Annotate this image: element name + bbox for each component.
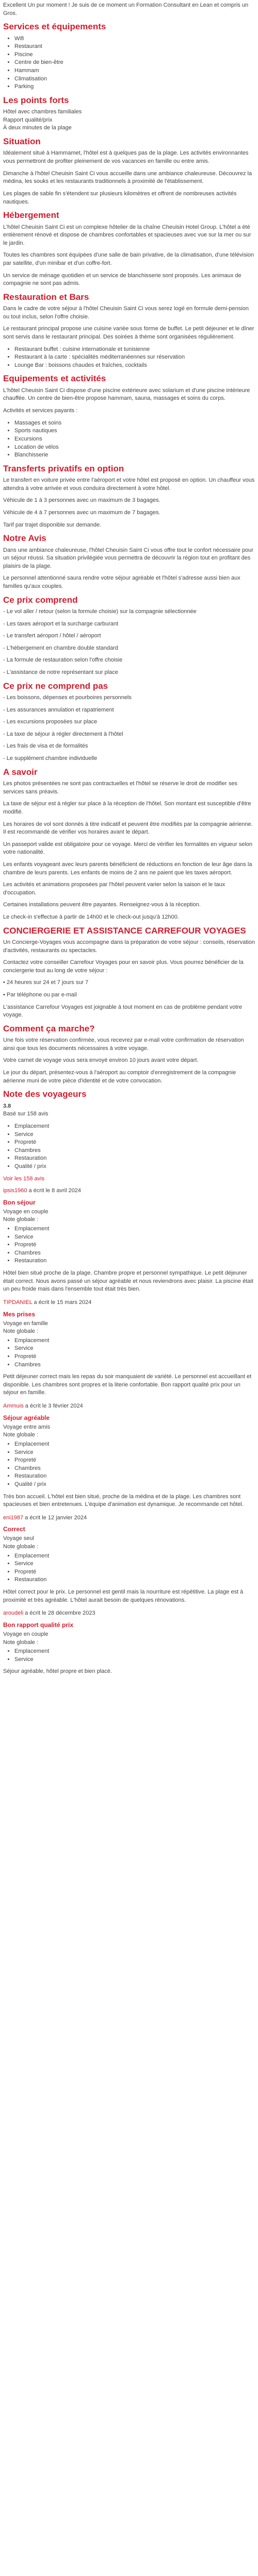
- parts-heading: Les points forts: [3, 95, 69, 105]
- reviews-criteria-item: • Propreté: [14, 1139, 255, 1147]
- review-score-label: Note globale :: [3, 1639, 38, 1646]
- a-savoir-paragraph: Un passeport valide est obligatoire pour ce voyage. Merci de vérifier les formalités en vigueur selon votre nationalité.: [3, 841, 253, 856]
- hebergement-paragraph: Toutes les chambres sont équipées d'une salle de bain privative, de la climatisation, d'une télévision par satellite, d'un minibar et d'un coffre-fort.: [3, 252, 254, 266]
- services-item: • Wifi: [14, 35, 255, 43]
- review-score-label: Note globale :: [3, 1216, 38, 1223]
- review-item: [3, 1299, 255, 1397]
- reviews-criteria-item: • Chambres: [14, 1147, 255, 1155]
- restauration-paragraph: Le restaurant principal propose une cuisine variée sous forme de buffet. Le petit déjeuner et le dîner sont servis dans le restaurant principal. Des soirées à thème sont organisées régulièrement.: [3, 326, 254, 341]
- ce-prix-comprend-item: - L'hébergement en chambre double standard: [3, 645, 118, 651]
- restauration-item: • Lounge Bar : boissons chaudes et fraîches, cocktails: [14, 362, 255, 370]
- review-criteria-item: • Emplacement: [14, 1225, 255, 1233]
- transfert-paragraph: Le transfert en voiture privée entre l'aéroport et votre hôtel est proposé en option. Un chauffeur vous attendra à votre arrivée et vous conduira directement à votre hôtel.: [3, 477, 255, 492]
- ce-prix-comprend-item: - Les taxes aéroport et la surcharge carburant: [3, 620, 119, 627]
- ce-prix-comprend-item: - L'assistance de notre représentant sur place: [3, 669, 118, 676]
- comment-section: [3, 1024, 255, 1085]
- equipements-item: • Blanchisserie: [14, 451, 255, 460]
- notre-avis-section: [3, 533, 255, 590]
- review-item: [3, 1514, 255, 1605]
- transfert-paragraph: Tarif par trajet disponible sur demande.: [3, 521, 102, 528]
- review-user[interactable]: Ammuis: [3, 1403, 24, 1410]
- comment-paragraph: Le jour du départ, présentez-vous à l'aéroport au comptoir d'enregistrement de la compagnie aérienne muni de votre pièce d'identité et de votre convocation.: [3, 1070, 236, 1084]
- review-criteria-item: • Emplacement: [14, 1552, 255, 1561]
- review-item: [3, 1187, 255, 1294]
- review-meta: Voyage entre amis: [3, 1423, 51, 1430]
- a-savoir-paragraph: Les enfants voyageant avec leurs parents bénéficient de réductions en fonction de leur âge dans la chambre de leurs parents. Les enfants de moins de 2 ans ne paient que les taxes aéroport.: [3, 861, 252, 876]
- equipements-list-intro: Activités et services payants :: [3, 408, 78, 414]
- review-title: Mes prises: [3, 1310, 36, 1318]
- services-item: • Hammam: [14, 67, 255, 75]
- review-criteria-list: [3, 1552, 255, 1584]
- ne-comprend-pas-item: - Les frais de visa et de formalités: [3, 743, 88, 750]
- notre-avis-heading: Notre Avis: [3, 533, 46, 544]
- review-score-label: Note globale :: [3, 1432, 38, 1438]
- a-savoir-heading: A savoir: [3, 767, 38, 777]
- comment-paragraph: Une fois votre réservation confirmée, vous recevrez par e-mail votre confirmation de réservation ainsi que tous les documents nécessaires à votre voyage.: [3, 1037, 244, 1052]
- situation-paragraph: Les plages de sable fin s'étendent sur plusieurs kilomètres et offrent de nombreuses activités nautiques.: [3, 190, 237, 205]
- reviews-criteria-item: • Restauration: [14, 1155, 255, 1163]
- transfert-section: [3, 464, 255, 529]
- review-user[interactable]: aroudeli: [3, 1610, 24, 1617]
- a-savoir-paragraph: Certaines installations peuvent être payantes. Renseignez-vous à la réception.: [3, 902, 201, 908]
- transfert-heading: Transferts privatifs en option: [3, 463, 124, 473]
- review-text: Petit déjeuner correct mais les repas du soir manquaient de variété. Le personnel est accueillant et disponible. Les chambres sont propres et la literie confortable. Bon rapport qualité prix pour un séjour en famille.: [3, 1374, 252, 1396]
- review-criteria-item: • Emplacement: [14, 1648, 255, 1656]
- situation-section: [3, 137, 255, 206]
- equipements-item: • Location de vélos: [14, 444, 255, 452]
- ne-comprend-pas-item: - Les boissons, dépenses et pourboires personnels: [3, 694, 132, 701]
- hebergement-paragraph: Un service de ménage quotidien et un service de blanchisserie sont proposés. Les animaux de compagnie ne sont pas admis.: [3, 272, 241, 287]
- restauration-item: • Restaurant buffet : cuisine internationale et tunisienne: [14, 346, 255, 354]
- services-item: • Piscine: [14, 51, 255, 59]
- services-list: [3, 35, 255, 91]
- review-score-label: Note globale :: [3, 1544, 38, 1550]
- review-text: Hôtel correct pour le prix. Le personnel est gentil mais la nourriture est répétitive. La plage est à proximité et très agréable. L'hôtel aurait besoin de quelques rénovations.: [3, 1589, 244, 1603]
- a-savoir-paragraph: Les horaires de vol sont donnés à titre indicatif et peuvent être modifiés par la compagnie aérienne. Il est recommandé de vérifier vos horaires avant le départ.: [3, 821, 253, 836]
- review-date: a écrit le 12 janvier 2024: [25, 1514, 87, 1521]
- ne-comprend-pas-item: - La taxe de séjour à régler directement à l'hôtel: [3, 731, 123, 737]
- review-date: a écrit le 28 décembre 2023: [25, 1610, 95, 1617]
- conciergerie-paragraph: L'assistance Carrefour Voyages est joignable à tout moment en cas de problème pendant votre voyage.: [3, 1004, 243, 1019]
- equipements-section: [3, 374, 255, 459]
- restauration-list: [3, 346, 255, 370]
- review-date: a écrit le 3 février 2024: [25, 1403, 83, 1410]
- notre-avis-paragraph: Le personnel attentionné saura rendre votre séjour agréable et l'hôtel s'adresse aussi bien aux familles qu'aux couples.: [3, 575, 240, 589]
- review-criteria-item: • Propreté: [14, 1241, 255, 1249]
- a-savoir-paragraph: Les photos présentées ne sont pas contractuelles et l'hôtel se réserve le droit de modifier ses services sans préavis.: [3, 781, 237, 795]
- ce-prix-comprend-item: - Le transfert aéroport / hôtel / aéroport: [3, 633, 101, 639]
- reviews-criteria-list: [3, 1123, 255, 1171]
- reviews-score-value: 3.8: [3, 1103, 11, 1109]
- review-meta: Voyage seul: [3, 1535, 34, 1542]
- services-item: • Parking: [14, 83, 255, 91]
- review-criteria-item: • Service: [14, 1233, 255, 1242]
- review-user[interactable]: ipsis1960: [3, 1188, 27, 1194]
- reviews-score: [3, 1103, 255, 1111]
- situation-heading: Situation: [3, 137, 41, 147]
- review-criteria-item: • Service: [14, 1560, 255, 1568]
- review-title: Correct: [3, 1526, 25, 1533]
- services-section: [3, 22, 255, 91]
- review-criteria-item: • Service: [14, 1345, 255, 1353]
- review-item: [3, 1402, 255, 1509]
- equipements-paragraph: L'hôtel Cheuisin Saint Ci dispose d'une piscine extérieure avec solarium et d'une piscine intérieure chauffée. Un centre de bien-être propose hammam, sauna, massages et soins du corps.: [3, 387, 250, 402]
- notre-avis-paragraph: Dans une ambiance chaleureuse, l'hôtel Cheuisin Saint Ci vous offre tout le confort nécessaire pour un séjour réussi. Sa situation privilégiée vous permettra de découvrir la région tout en profitant des plaisirs de la plage.: [3, 547, 253, 569]
- equipements-heading: Equipements et activités: [3, 374, 106, 384]
- review-criteria-item: • Chambres: [14, 1361, 255, 1369]
- ce-prix-comprend-section: [3, 595, 255, 677]
- restauration-heading: Restauration et Bars: [3, 292, 89, 302]
- conciergerie-paragraph: • 24 heures sur 24 et 7 jours sur 7: [3, 979, 89, 986]
- conciergerie-paragraph: Contactez votre conseiller Carrefour Voyages pour en savoir plus. Vous pourrez bénéficier de la conciergerie tout au long de votre séjour :: [3, 959, 244, 974]
- restauration-section: [3, 292, 255, 370]
- review-criteria-item: • Emplacement: [14, 1440, 255, 1449]
- hebergement-section: [3, 210, 255, 288]
- review-criteria-item: • Restauration: [14, 1576, 255, 1584]
- intro-text: Excellent Un pur moment ! Je suis de ce moment un Formation Consultant en Lean et compris un Gros.: [3, 2, 249, 16]
- services-heading: Services et équipements: [3, 22, 106, 32]
- reviews-criteria-item: • Service: [14, 1131, 255, 1139]
- services-item: • Centre de bien-être: [14, 59, 255, 67]
- services-item: • Climatisation: [14, 75, 255, 83]
- parts-section: [3, 95, 255, 132]
- equipements-item: • Massages et soins: [14, 419, 255, 428]
- review-text: Hôtel bien situé proche de la plage. Chambre propre et personnel sympathique. Le petit déjeuner était correct. Nous avons passé un séjour agréable et nous reviendrons avec plaisir. La piscine était un peu froide mais dans l'ensemble tout était très bien.: [3, 1270, 253, 1293]
- review-title: Bon rapport qualité prix: [3, 1621, 74, 1629]
- review-criteria-list: [3, 1648, 255, 1664]
- review-criteria-item: • Restauration: [14, 1472, 255, 1481]
- review-criteria-list: [3, 1440, 255, 1489]
- parts-text: Hôtel avec chambres familiales Rapport qualité/prix À deux minutes de la plage: [3, 109, 82, 131]
- review-criteria-item: • Chambres: [14, 1249, 255, 1258]
- ce-prix-comprend-heading: Ce prix comprend: [3, 595, 78, 605]
- ne-comprend-pas-heading: Ce prix ne comprend pas: [3, 681, 108, 691]
- comment-paragraph: Votre carnet de voyage vous sera envoyé environ 10 jours avant votre départ.: [3, 1057, 199, 1064]
- review-criteria-item: • Restauration: [14, 1257, 255, 1265]
- equipements-item: • Sports nautiques: [14, 427, 255, 435]
- situation-paragraph: Dimanche à l'hôtel Cheuisin Saint Ci vous accueille dans une ambiance chaleureuse. Découvrez la médina, les souks et les restaurants traditionnels à proximité de l'établissement.: [3, 170, 252, 185]
- review-criteria-item: • Qualité / prix: [14, 1481, 255, 1489]
- a-savoir-paragraph: Les activités et animations proposées par l'hôtel peuvent varier selon la saison et le taux d'occupation.: [3, 882, 225, 896]
- ce-prix-comprend-item: - Le vol aller / retour (selon la formule choisie) sur la compagnie sélectionnée: [3, 608, 197, 615]
- reviews-section: [3, 1089, 255, 1676]
- review-criteria-item: • Service: [14, 1656, 255, 1664]
- review-meta: Voyage en couple: [3, 1208, 49, 1215]
- review-date: a écrit le 15 mars 2024: [34, 1299, 92, 1306]
- review-date: a écrit le 8 avril 2024: [28, 1188, 82, 1194]
- review-user[interactable]: eni1987: [3, 1514, 24, 1521]
- a-savoir-paragraph: La taxe de séjour est à régler sur place à la réception de l'hôtel. Son montant est susceptible d'être modifié.: [3, 801, 251, 815]
- transfert-paragraph: Véhicule de 4 à 7 personnes avec un maximum de 7 bagages.: [3, 509, 160, 516]
- a-savoir-section: [3, 767, 255, 922]
- review-title: Séjour agréable: [3, 1414, 50, 1421]
- reviews-criteria-item: • Emplacement: [14, 1123, 255, 1131]
- conciergerie-heading: CONCIERGERIE ET ASSISTANCE CARREFOUR VOYAGES: [3, 925, 246, 936]
- services-item: • Restaurant: [14, 43, 255, 51]
- review-criteria-item: • Service: [14, 1449, 255, 1457]
- review-criteria-item: • Emplacement: [14, 1337, 255, 1345]
- review-criteria-item: • Propreté: [14, 1353, 255, 1361]
- review-meta: Voyage en famille: [3, 1320, 48, 1327]
- review-score-label: Note globale :: [3, 1328, 38, 1335]
- conciergerie-paragraph: • Par téléphone ou par e-mail: [3, 992, 77, 998]
- review-criteria-item: • Propreté: [14, 1568, 255, 1577]
- review-criteria-item: • Chambres: [14, 1465, 255, 1473]
- restauration-paragraph: Dans le cadre de votre séjour à l'hôtel Cheuisin Saint Ci vous serez logé en formule demi-pension ou tout inclus, selon l'offre choisie.: [3, 306, 249, 320]
- restauration-item: • Restaurant à la carte : spécialités méditerranéennes sur réservation: [14, 353, 255, 362]
- review-criteria-list: [3, 1337, 255, 1369]
- ce-prix-comprend-item: - La formule de restauration selon l'offre choisie: [3, 657, 123, 664]
- reviews-criteria-item: • Qualité / prix: [14, 1163, 255, 1171]
- conciergerie-section: [3, 926, 255, 1020]
- all-reviews-link[interactable]: Voir les 158 avis: [3, 1175, 45, 1182]
- equipements-item: • Excursions: [14, 435, 255, 444]
- reviews-score-note: Basé sur 158 avis: [3, 1111, 49, 1117]
- review-title: Bon séjour: [3, 1198, 36, 1206]
- review-meta: Voyage en couple: [3, 1631, 49, 1637]
- review-text: Séjour agréable, hôtel propre et bien placé.: [3, 1668, 112, 1675]
- review-item: [3, 1609, 255, 1676]
- review-user[interactable]: TIPDANIEL: [3, 1299, 33, 1306]
- hebergement-paragraph: L'hôtel Cheuisin Saint Ci est un complexe hôtelier de la chaîne Cheuisin Hotel Group. L'hôtel a été entièrement rénové et dispose de chambres confortables et spacieuses avec vue sur la mer ou sur le jardin.: [3, 224, 251, 246]
- conciergerie-paragraph: Un Concierge-Voyages vous accompagne dans la préparation de votre séjour : conseils, réservation d'activités, restaurants ou spectacles.: [3, 939, 255, 954]
- a-savoir-paragraph: Le check-in s'effectue à partir de 14h00 et le check-out jusqu'à 12h00.: [3, 914, 179, 920]
- situation-paragraph: Idéalement situé à Hammamet, l'hôtel est à quelques pas de la plage. Les activités environnantes vous permettront de profiter pleinement de vos vacances en famille ou entre amis.: [3, 150, 249, 165]
- reviews-heading: Note des voyageurs: [3, 1089, 87, 1099]
- ne-comprend-pas-item: - Les excursions proposées sur place: [3, 719, 98, 725]
- ne-comprend-pas-item: - Les assurances annulation et rapatriement: [3, 706, 114, 713]
- ne-comprend-pas-item: - Le supplément chambre individuelle: [3, 755, 98, 762]
- transfert-paragraph: Véhicule de 1 à 3 personnes avec un maximum de 3 bagages.: [3, 497, 160, 504]
- hebergement-heading: Hébergement: [3, 210, 59, 221]
- review-criteria-list: [3, 1225, 255, 1265]
- review-criteria-item: • Propreté: [14, 1456, 255, 1465]
- comment-heading: Comment ça marche?: [3, 1023, 95, 1033]
- ne-comprend-pas-section: [3, 681, 255, 763]
- equipements-list: [3, 419, 255, 460]
- review-text: Très bon accueil. L'hôtel est bien situé, proche de la médina et de la plage. Les chambres sont spacieuses et bien entretenues. L'équipe d'animation est dynamique. Je recommande cet hôtel.: [3, 1493, 244, 1508]
